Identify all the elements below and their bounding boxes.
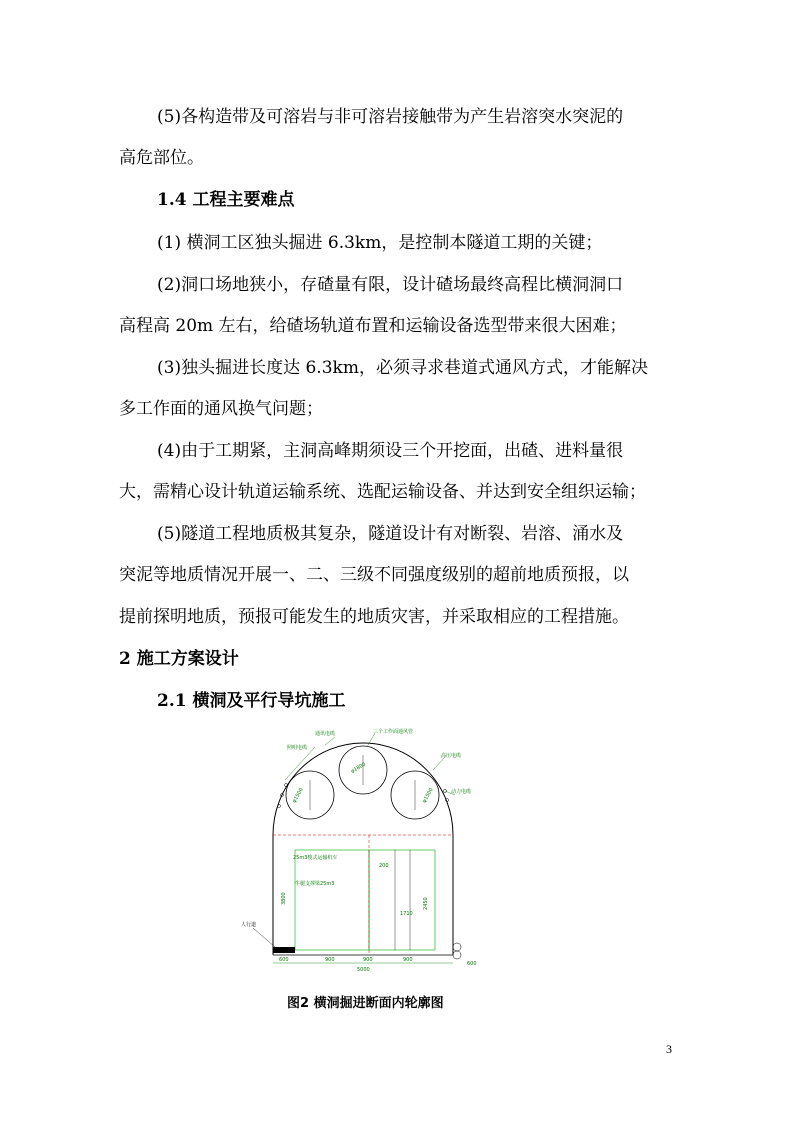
drain-pipe (453, 943, 461, 951)
label-lighting-cable: 照明电缆 (287, 745, 308, 751)
label-comm-cable: 通讯电缆 (315, 731, 336, 737)
paragraph-line: (5)各构造带及可溶岩与非可溶岩接触带为产生岩溶突水突泥的 (157, 107, 624, 127)
dim-width-inner: 1710 (400, 911, 413, 917)
dim-bottom-total: 5000 (357, 967, 370, 973)
label-power-cable: 动力电缆 (451, 789, 472, 795)
paragraph-line: (1) 横洞工区独头掘进 6.3km，是控制本隧道工期的关键； (157, 233, 603, 253)
paragraph-line: (3)独头掘进长度达 6.3km，必须寻求巷道式通风方式，才能解决 (157, 358, 648, 378)
section-heading: 1.4 工程主要难点 (157, 190, 295, 210)
dim-bottom-mid: 900 (363, 957, 373, 963)
subsection-heading: 2.1 横洞及平行导坑施工 (157, 691, 346, 711)
pipe-left-label: φ1500 (291, 787, 305, 804)
paragraph-line: 提前探明地质，预报可能发生的地质灾害，并采取相应的工程措施。 (119, 607, 629, 627)
dim-bottom-900b: 900 (403, 957, 413, 963)
vehicle-clearance (295, 850, 369, 950)
pipe-right-label: φ1500 (421, 787, 435, 804)
paragraph-line: 大，需精心设计轨道运输系统、选配运输设备、并达到安全组织运输； (119, 482, 646, 502)
paragraph-line: 高程高 20m 左右，给碴场轨道布置和运输设备选型带来很大困难； (119, 316, 627, 336)
page-number: 3 (666, 1042, 672, 1056)
dim-height-small: 200 (379, 863, 389, 869)
dim-bottom-right: 600 (467, 961, 477, 967)
tunnel-cross-section-figure (241, 725, 495, 975)
figure-caption: 图2 横洞掘进断面内轮廓图 (287, 996, 444, 1011)
label-walkway: 人行道 (241, 922, 257, 928)
paragraph-line: 高危部位。 (119, 148, 204, 168)
label-vent-pipes: 三个工作面通风管 (373, 729, 414, 735)
pipe-center-label: φ1800 (350, 761, 367, 775)
dim-bottom-left: 600 (279, 957, 289, 963)
paragraph-line: (4)由于工期紧，主洞高峰期须设三个开挖面，出碴、进料量很 (157, 441, 624, 461)
paragraph-line: 突泥等地质情况开展一、二、三级不同强度级别的超前地质预报，以 (119, 565, 629, 585)
paragraph-line: (5)隧道工程地质极其复杂，隧道设计有对断裂、岩溶、涌水及 (157, 524, 624, 544)
label-high-voltage: 高压电缆 (441, 753, 462, 759)
dim-bottom-900a: 900 (325, 957, 335, 963)
label-shuttle-car: 25m3梭式运输机车 (293, 855, 338, 861)
dim-height-left: 3800 (281, 892, 287, 905)
label-support-beam: 牛腿支撑梁25m3 (295, 881, 335, 887)
section-heading: 2 施工方案设计 (119, 649, 239, 669)
dim-height-right: 2450 (423, 897, 429, 910)
paragraph-line: (2)洞口场地狭小，存碴量有限，设计碴场最终高程比横洞洞口 (157, 275, 624, 295)
walkway-slab (273, 947, 295, 953)
paragraph-line: 多工作面的通风换气问题； (119, 399, 323, 419)
